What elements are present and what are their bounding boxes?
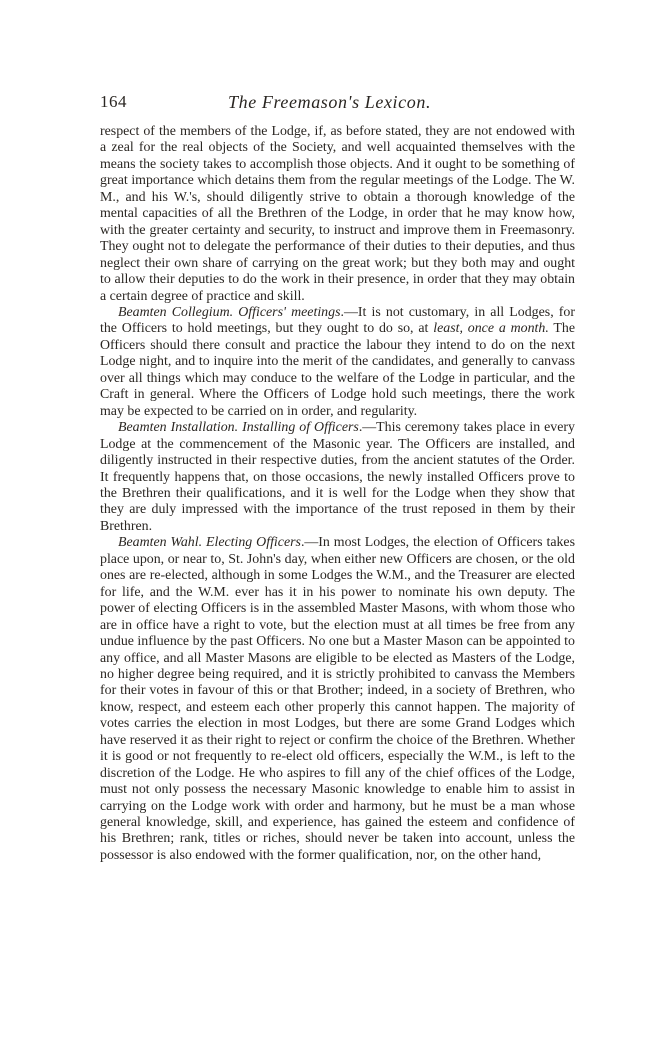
running-head — [100, 92, 575, 120]
entry-text: The Officers should there consult and practice the labour they intend to do on the next Lodge night, and to inquire into the merit of the candidates, and generally to canvass over all things which may conduce to the welfare of the Lodge in particular, and the Craft in general. Where the Officers of Lodge hold such meetings, there the work may be expected to be carried on in order, and regularity. — [100, 321, 575, 419]
book-page — [100, 92, 575, 864]
entry-translation: Officers' meetings — [238, 304, 341, 320]
body-text — [100, 124, 575, 864]
entry-text: .—In most Lodges, the election of Officers takes place upon, or near to, St. John's day, when either new Officers are chosen, or the old ones are re-elected, although in some Lodges the W.M., and the Treasurer are elected for life, and the W.M. ever has it in his power to nominate his own deputy. The power of electing Officers is in the assembled Master Masons, with whom those who are in office have a right to vote, but the election must at all times be free from any undue influence by the past Officers. No one but a Master Mason can be appointed to any office, and all Master Masons are eligible to be elected as Masters of the Lodge, no higher degree being required, and it is strictly prohibited to canvass the Members for their votes in favour of this or that Brother; indeed, in a society of Brethren, who know, respect, and esteem each other properly this cannot happen. The majority of votes carries the election in most Lodges, but there are some Grand Lodges which have reserved it as their right to reject or confirm the choice of the Brethren. Whether it is good or not frequently to re-elect old officers, especially the W.M., is left to the discretion of the Lodge. He who aspires to fill any of the chief offices of the Lodge, must not only possess the necessary Masonic knowledge to enable him to assist in carrying on the Lodge work with order and harmony, but he must be a man whose general knowledge, skill, and experience, has gained the esteem and confidence of his Brethren; rank, titles or riches, should never be taken into account, unless the possessor is also endowed with the former qualification, nor, on the other hand, — [100, 535, 575, 863]
entry-translation: Electing Officers — [205, 535, 301, 551]
paragraph-beamten-wahl — [100, 535, 575, 864]
entry-emphasis: least, once a month. — [433, 321, 549, 337]
entry-text: .—It is not customary, in all Lodges, for the Officers to hold meetings, but they ought to do so, at — [100, 304, 575, 337]
paragraph-1 — [100, 124, 575, 305]
entry-text: .—This ceremony takes place in every Lodge at the commencement of the Masonic year. The Officers are installed, and diligently instructed in their respective duties, from the ancient statutes of the Order. It frequently happens that, on those occasions, the newly installed Officers prove to the Brethren their qualifications, and it is well for the Lodge when they show that they are duly impressed with the importance of the trust reposed in them by their Brethren. — [100, 420, 575, 534]
running-title: The Freemason's Lexicon. — [228, 92, 432, 112]
entry-translation: Installing of Officers — [242, 420, 359, 436]
page-number: 164 — [100, 92, 127, 111]
entry-term: Beamten Wahl. — [118, 535, 203, 551]
entry-term: Beamten Installation. — [118, 420, 239, 436]
entry-term: Beamten Collegium. — [118, 304, 234, 320]
paragraph-beamten-installation — [100, 420, 575, 535]
paragraph-1-text: respect of the members of the Lodge, if, as before stated, they are not endowed with a zeal for the real objects of the Society, and well acquainted themselves with the means the society takes to accomplish those objects. And it ought to be something of great importance which detains them from the regular meetings of the Lodge. The W. M., and his W.'s, should diligently strive to obtain a thorough knowledge of the mental capacities of all the Brethren of the Lodge, in order that he may know how, with the greater certainty and security, to instruct and improve them in Freemasonry. They ought not to delegate the performance of their duties to their deputies, and thus neglect their own share of carrying on the great work; but they both may and ought to allow their deputies to do the work in their presence, in order that they may obtain a certain degree of practice and skill. — [100, 124, 575, 304]
paragraph-beamten-collegium — [100, 305, 575, 420]
